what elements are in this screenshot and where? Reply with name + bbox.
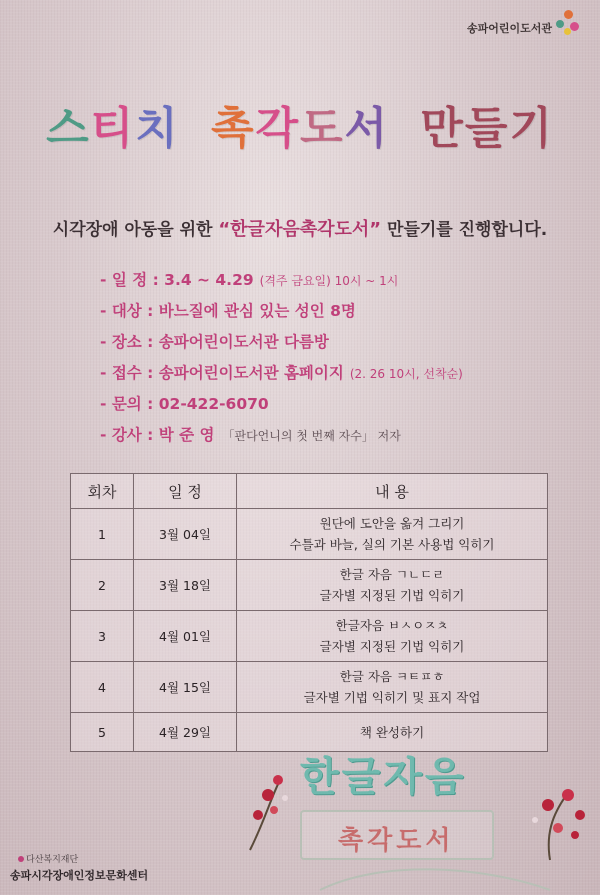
flower-branch-right-icon <box>532 789 585 860</box>
embroidery-title: 한글자음 <box>300 754 467 800</box>
teacher-label: - 강사 : 박 준 영 <box>100 426 215 444</box>
intro-text <box>0 215 600 241</box>
session-date: 3월 04일 <box>134 509 237 560</box>
embroidery-subtitle: 촉각도서 <box>338 826 455 856</box>
content-line: 한글 자음 ㅋㅌㅍㅎ <box>339 669 445 684</box>
header-date: 일 정 <box>134 474 237 509</box>
session-number: 1 <box>71 509 134 560</box>
content-line: 원단에 도안을 옮겨 그리기 <box>319 516 465 531</box>
title-char: 만 <box>420 103 465 154</box>
table-row <box>71 509 548 560</box>
library-logo-icon <box>556 10 582 36</box>
library-logo <box>467 10 582 36</box>
content-line: 책 완성하기 <box>359 724 425 740</box>
table-header-row <box>71 474 548 509</box>
table-row <box>71 611 548 662</box>
page-title <box>0 92 600 156</box>
title-char: 들 <box>464 103 510 154</box>
session-content <box>237 662 548 713</box>
footer-center: 송파시각장애인정보문화센터 <box>10 869 149 882</box>
session-date: 3월 18일 <box>134 560 237 611</box>
date-extra: (격주 금요일) 10시 ~ 1시 <box>259 274 399 288</box>
info-target: - 대상 : 바느질에 관심 있는 성인 8명 <box>100 302 356 320</box>
session-date: 4월 01일 <box>134 611 237 662</box>
info-teacher <box>100 420 463 451</box>
content-line: 수틀과 바늘, 실의 기본 사용법 익히기 <box>289 537 495 552</box>
title-char: 티 <box>90 103 136 154</box>
date-label: - 일 정 : 3.4 ~ 4.29 <box>100 271 254 289</box>
content-line: 글자별 지정된 기법 익히기 <box>319 639 465 654</box>
title-char: 도 <box>300 103 345 154</box>
intro-suffix: 만들기를 진행합니다. <box>381 220 548 240</box>
teacher-note: 「판다언니의 첫 번째 자수」 저자 <box>222 429 401 443</box>
session-content <box>237 509 548 560</box>
footer-foundation <box>18 852 148 865</box>
title-char: 스 <box>46 103 91 154</box>
title-char: 각 <box>255 103 300 154</box>
logo-text: 송파어린이도서관 <box>466 22 552 35</box>
session-number: 4 <box>71 662 134 713</box>
info-apply <box>100 358 463 389</box>
header-content: 내 용 <box>237 474 548 509</box>
content-line: 글자별 지정된 기법 익히기 <box>319 588 465 603</box>
flower-branch-left-icon <box>250 775 288 850</box>
apply-note: (2. 26 10시, 선착순) <box>349 367 463 381</box>
table-row <box>71 560 548 611</box>
book-title-highlight: “한글자음촉각도서” <box>218 219 382 240</box>
session-content <box>237 560 548 611</box>
schedule-table <box>70 473 548 752</box>
footer <box>10 852 148 883</box>
apply-label: - 접수 : 송파어린이도서관 홈페이지 <box>100 364 344 382</box>
table-row <box>71 662 548 713</box>
foundation-name: 다산복지재단 <box>26 855 79 865</box>
session-number: 2 <box>71 560 134 611</box>
session-date: 4월 15일 <box>134 662 237 713</box>
title-char <box>389 103 406 154</box>
header-session: 회차 <box>71 474 134 509</box>
title-char: 촉 <box>210 103 256 154</box>
title-char: 서 <box>344 103 390 154</box>
session-date: 4월 29일 <box>134 713 237 752</box>
session-number: 3 <box>71 611 134 662</box>
session-number: 5 <box>71 713 134 752</box>
intro-prefix: 시각장애 아동을 위한 <box>52 220 219 240</box>
info-place: - 장소 : 송파어린이도서관 다름방 <box>100 333 329 351</box>
content-line: 한글자음 ㅂㅅㅇㅈㅊ <box>335 618 449 633</box>
content-line: 글자별 기법 익히기 및 표지 작업 <box>303 690 481 705</box>
info-contact: - 문의 : 02-422-6070 <box>100 395 269 413</box>
event-info <box>100 265 463 451</box>
info-date <box>100 265 463 296</box>
title-char: 치 <box>135 103 180 154</box>
foundation-logo-icon <box>18 856 24 862</box>
title-char <box>180 103 197 154</box>
title-char: 기 <box>509 103 554 154</box>
content-line: 한글 자음 ㄱㄴㄷㄹ <box>339 567 445 582</box>
session-content <box>237 611 548 662</box>
